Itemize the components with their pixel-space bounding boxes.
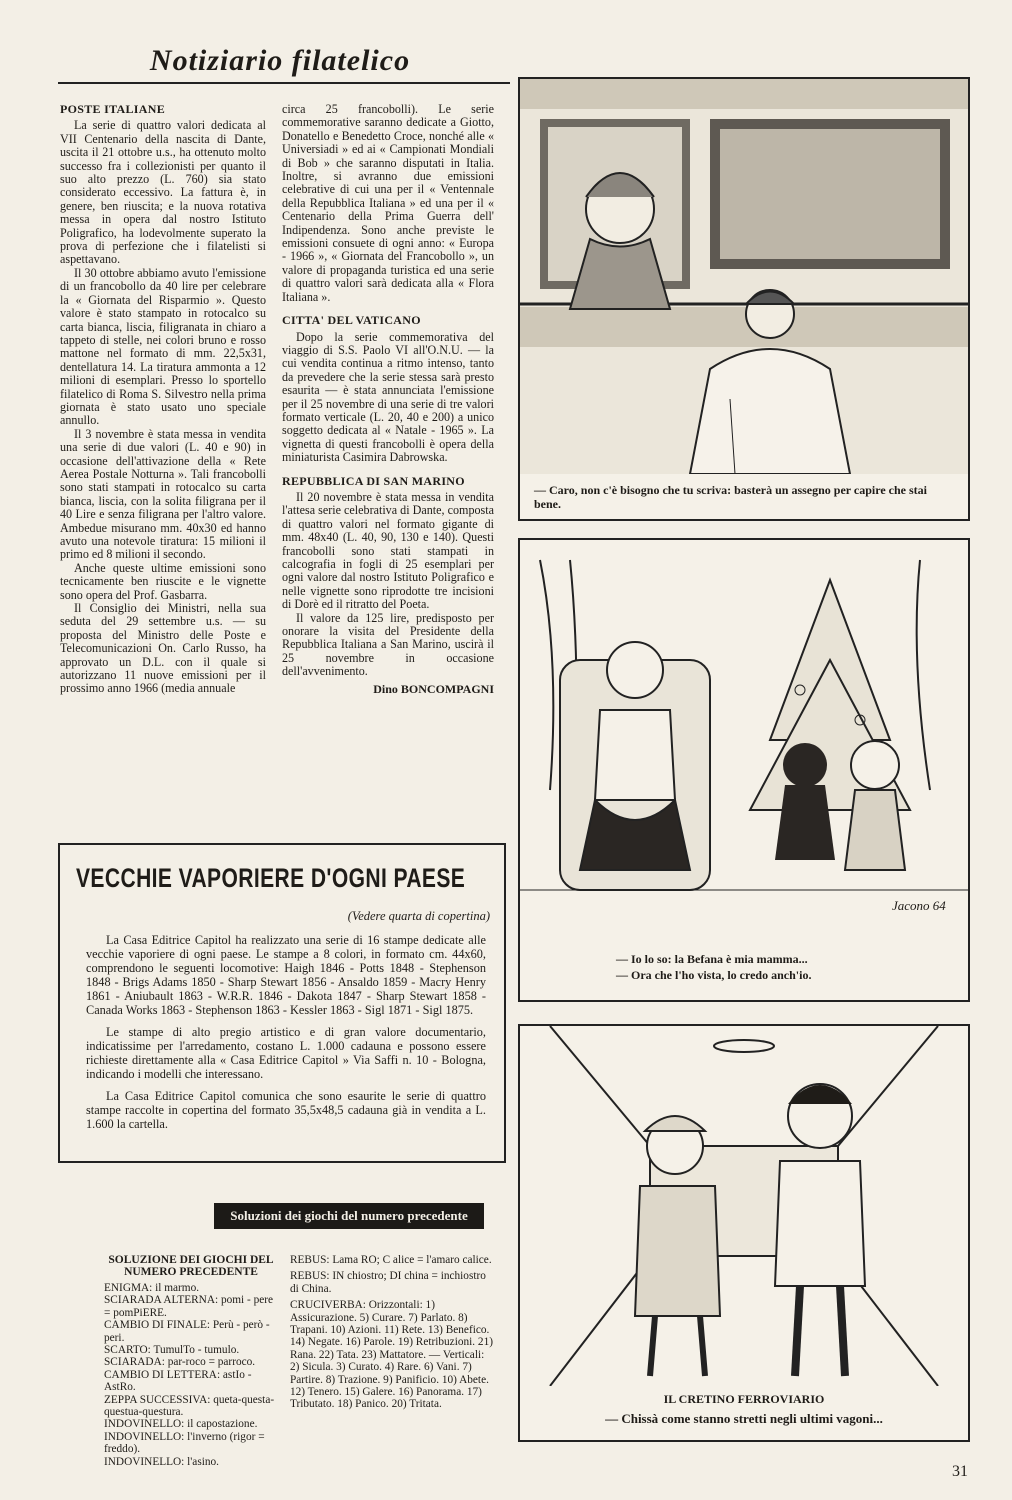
section-heading-poste: POSTE ITALIANE [60, 102, 166, 116]
cartoon-corridor [518, 1024, 970, 1442]
article-paragraph: circa 25 francobolli). Le serie commemorative saranno dedicate a Giotto, Donatello e Benedetto Croce, nonché alle « Universiadi » ed ai « Campionati Mondiali di Bob » che saranno disputati in Italia. Inoltre, si avranno due emissioni celebrative di cui una per il « Ventennale della Repubblica Italiana » ed una per il « Centenario della Prima Guerra dell' Indipendenza. Sono anche previste le emissioni consuete di ogni anno: « Europa - 1966 », « Giornata del Francobollo », un valore di propaganda turistica ed una serie di quattro valori sarà dedicata alla « Flora Italiana ». [282, 102, 494, 304]
cartoon-caption: — Caro, non c'è bisogno che tu scriva: basterà un assegno per capire che stai bene. [534, 483, 927, 511]
author-signature: Dino BONCOMPAGNI [373, 681, 494, 696]
section-heading-san-marino: REPUBBLICA DI SAN MARINO [282, 473, 465, 488]
solution-item: CRUCIVERBA: Orizzontali: 1) Assicurazione. 5) Curare. 7) Parlato. 8) Trapani. 10) Azioni. 11) Rete. 13) Benefico. 14) Negate. 16) Parole. 19) Retribuzioni. 21) Rana. 22) Tata. 23) Mattatore. — Verticali: 2) Sicula. 3) Curato. 4) Rare. 6) Vani. 7) Partire. 8) Trazione. 9) Panificio. 10) Abete. 12) Tenero. 15) Galere. 16) Panorama. 17) Tributato. 18) Panico. 20) Tritata. [290, 1299, 493, 1411]
article-paragraph: Il 30 ottobre abbiamo avuto l'emissione di un francobollo da 40 lire per celebrare la « Giornata del Risparmio ». Questo valore è stato stampato in rotocalco su carta bianca, liscia, filigranata in chiaro a tappeto di stelle, nei colori bruno e rosso mattone nel formato di mm. 22,5x31, dentellatura 14. La tiratura ammonta a 12 milioni di esemplari. Presso lo sportello filatelico di Roma S. Silvestro nella prima giornata è stato usato uno speciale annullo. [60, 265, 266, 428]
solution-item: SCIARADA ALTERNA: pomi - pere = pomPiERE. [104, 1294, 274, 1319]
solution-item: SCIARADA: par-roco = parroco. [104, 1356, 256, 1369]
page-title: Notiziario filatelico [149, 44, 411, 77]
cartoon-title: IL CRETINO FERROVIARIO [663, 1392, 825, 1406]
cartoon-caption-1: — Io lo so: la Befana è mia mamma... [616, 952, 808, 966]
solution-item: INDOVINELLO: l'asino. [104, 1455, 219, 1468]
article-paragraph: Il Consiglio dei Ministri, nella sua seduta del 29 settembre u.s. — su proposta del Ministro delle Poste e Telecomunicazioni On. Carlo Russo, ha approvato un D.L. con il quale si autorizzano 11 nuove emissioni per il prossimo anno 1966 (media annuale [60, 601, 266, 696]
cartoon-befana [518, 538, 970, 1002]
cartoon-caption-2: — Ora che l'ho vista, lo credo anch'io. [616, 968, 812, 982]
cartoon-train-illustration [520, 79, 968, 474]
solutions-right-column [290, 1254, 496, 1411]
section-heading-vaticano: CITTA' DEL VATICANO [282, 313, 421, 328]
solution-item: ENIGMA: il marmo. [104, 1282, 200, 1294]
vaporiere-notice [58, 843, 506, 1163]
solution-item: REBUS: Lama RO; C alice = l'amaro calice. [290, 1254, 492, 1266]
solutions-banner: Soluzioni dei giochi del numero precedente [214, 1203, 484, 1229]
vaporiere-heading: VECCHIE VAPORIERE D'OGNI PAESE [76, 863, 466, 893]
solutions-left-column [104, 1282, 278, 1468]
solution-item: ZEPPA SUCCESSIVA: queta-questa-questua-questura. [104, 1393, 275, 1419]
article-paragraph: Il 3 novembre è stata messa in vendita una serie di due valori (L. 40 e 90) in occasione dell'attivazione della « Rete Aerea Postale Notturna ». Tali francobolli sono stati stampati in rotocalco su carta bianca, liscia, con la solita filigrana per il 40 Lire e senza filigrana per l'altro valore. Ambedue misurano mm. 40x30 ed hanno avuto una notevole tiratura: 15 milioni il primo ed 8 milioni il secondo. [60, 426, 266, 562]
vaporiere-paragraph: La Casa Editrice Capitol ha realizzato una serie di 16 stampe dedicate alle vecchie vaporiere di ogni paese. Le stampe a 8 colori, in formato cm. 44x60, comprendono le seguenti locomotive: Haigh 1846 - Potts 1848 - Stephenson 1848 - Brigs Adams 1850 - Sharp Stewart 1856 - Ansaldo 1859 - Macry Henry 1861 - Aniubault 1863 - W.R.R. 1846 - Dakota 1847 - Sharp Stewart 1858 - Canada Works 1863 - Stephenson 1863 - Kessler 1863 - Sigl 1871 - Sigl 1875. [86, 933, 486, 1017]
solution-item: SCARTO: TumulTo - tumulo. [104, 1344, 240, 1357]
article-paragraph: La serie di quattro valori dedicata al VII Centenario della nascita di Dante, uscita il 21 ottobre u.s., ha ottenuto molto successo fra i collezionisti per quanto il suo alto prezzo (L. 760) sia stato considerato eccessivo. La fattura è, in genere, ben riuscita; e la nuova rotativa messa in opera dal nostro Istituto Poligrafico, ha lodevolmente superato la prova di perfezione che i filatelisti si aspettavano. [60, 118, 266, 267]
solution-item: CAMBIO DI FINALE: Perù - però - peri. [104, 1319, 270, 1344]
article-paragraph: Anche queste ultime emissioni sono tecnicamente ben riuscite e le vignette sono opera del Prof. Gasbarra. [60, 560, 266, 602]
cartoon-befana-illustration [520, 540, 968, 940]
artist-signature: Jacono 64 [892, 898, 946, 913]
article-paragraph: Il valore da 125 lire, predisposto per onorare la visita del Presidente della Repubblica Italiana a San Marino, uscirà il 25 novembre in occasione dell'avvenimento. [282, 610, 494, 679]
solution-item: CAMBIO DI LETTERA: astIo - AstRo. [104, 1368, 252, 1394]
vaporiere-body [86, 933, 486, 1131]
vaporiere-paragraph: Le stampe di alto pregio artistico e di gran valore documentario, indicatissime per l'arredamento, costano L. 1.000 cadauna e possono essere richieste direttamente alla « Casa Editrice Capitol » Via Saffi n. 10 - Bologna, indicando i modelli che interessano. [86, 1025, 486, 1081]
article-column-1 [60, 103, 266, 696]
cartoon-caption: — Chissà come stanno stretti negli ultimi vagoni... [605, 1411, 883, 1426]
vaporiere-subheading: (Vedere quarta di copertina) [347, 909, 490, 923]
article-paragraph: Il 20 novembre è stata messa in vendita l'attesa serie celebrativa di Dante, composta di quattro valori nel formato gigante di mm. 48x40 (L. 40, 90, 130 e 140). Questi francobolli sono stati stampati in calcografia in fogli di 25 esemplari per ogni valore dal nostro Istituto Poligrafico e nelle vignette sono riprodotte tre incisioni di Dorè ed il ritratto del Poeta. [282, 489, 494, 612]
page-number: 31 [952, 1463, 968, 1480]
vaporiere-paragraph: La Casa Editrice Capitol comunica che sono esaurite le serie di quattro stampe raccolte in copertina del formato 35,5x48,5 cadauna già in vendita a L. 1.600 la cartella. [86, 1089, 486, 1131]
solution-item: REBUS: IN chiostro; DI china = inchiostro di China. [290, 1270, 486, 1295]
solution-item: INDOVINELLO: l'inverno (rigor = freddo). [104, 1430, 265, 1456]
title-rule [58, 82, 510, 84]
solution-item: INDOVINELLO: il capostazione. [104, 1418, 258, 1431]
cartoon-train-window [518, 77, 970, 521]
cartoon-corridor-illustration [520, 1026, 968, 1386]
solutions-heading: SOLUZIONE DEI GIOCHI DEL NUMERO PRECEDENTE [108, 1254, 274, 1279]
article-paragraph: Dopo la serie commemorativa del viaggio di S.S. Paolo VI all'O.N.U. — la cui vendita continua a ritmo intenso, tanto da prevedere che la serie stessa sarà presto esaurita — è stata annunciata l'emissione per il 25 novembre di una serie di tre valori formato verticale (L. 20, 40 e 200) a unico soggetto dedicata al « Natale - 1965 ». La vignetta di questi francobolli è opera della miniaturista Casimira Dabrowska. [282, 329, 494, 465]
article-column-2 [282, 103, 494, 696]
